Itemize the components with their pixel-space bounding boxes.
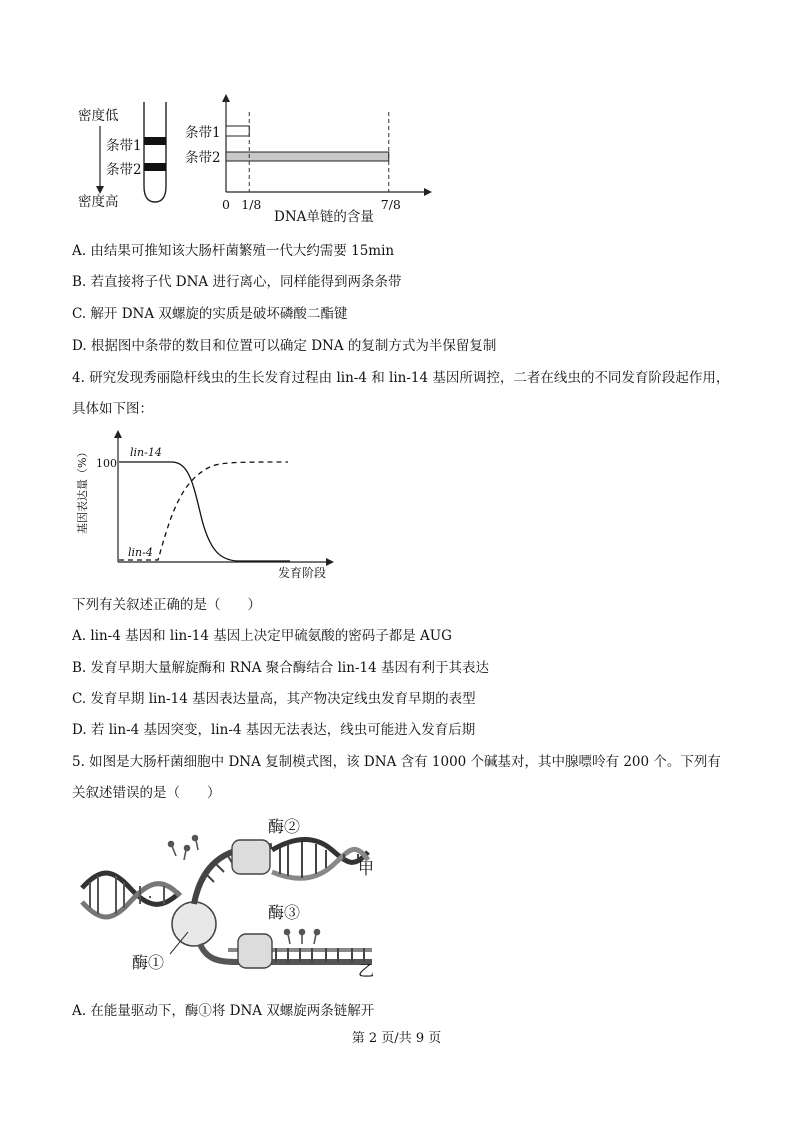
density-low-label: 密度低 (78, 108, 119, 124)
tube-band1 (144, 137, 166, 145)
tube-band1-label: 条带1 (106, 138, 142, 154)
q4-option-d: D. 若 lin-4 基因突变，lin-4 基因无法表达，线虫可能进入发育后期 (72, 722, 476, 738)
expr-ytick-100: 100 (96, 457, 117, 470)
q4-option-b: B. 发育早期大量解旋酶和 RNA 聚合酶结合 lin-14 基因有利于其表达 (72, 660, 489, 676)
free-nucleotides-upper (169, 836, 199, 861)
q5-stem-line2: 关叙述错误的是（ ） (72, 785, 221, 801)
strand-yi (200, 944, 372, 962)
expr-y-arrow (114, 430, 122, 438)
tick-1-8: 1/8 (241, 197, 262, 212)
strand-yi-label: 乙 (358, 961, 375, 980)
q5-stem-line1: 5. 如图是大肠杆菌细胞中 DNA 复制模式图，该 DNA 含有 1000 个碱基对，其中腺嘌呤有 200 个。下列有 (72, 754, 721, 770)
chart-band2-label: 条带2 (185, 150, 221, 166)
label-lin4: lin-4 (128, 546, 153, 559)
chart-y-arrow (222, 94, 230, 102)
strand-jia-label: 甲 (358, 859, 375, 878)
tick-7-8: 7/8 (380, 197, 401, 212)
figure-dna-replication (76, 810, 396, 994)
tube-band2 (144, 163, 166, 171)
free-nucleotides-lower (285, 930, 320, 945)
q4-stem-line1: 4. 研究发现秀丽隐杆线虫的生长发育过程由 lin-4 和 lin-14 基因所调控，二者在线虫的不同发育阶段起作用， (72, 370, 730, 386)
expr-xlabel: 发育阶段 (278, 566, 327, 580)
chart-xlabel: DNA单链的含量 (274, 209, 374, 224)
bar-band1 (226, 126, 249, 136)
page-footer: 第 2 页/共 9 页 (351, 1031, 442, 1046)
expr-ylabel: 基因表达量（%） (76, 446, 89, 534)
density-high-label: 密度高 (78, 194, 119, 210)
density-arrow-head (96, 186, 104, 194)
enzyme1-label: 酶① (132, 953, 165, 972)
strand-jia (194, 840, 368, 905)
q5-option-a: A. 在能量驱动下，酶①将 DNA 双螺旋两条链解开 (72, 1003, 375, 1019)
expr-x-arrow (326, 558, 334, 566)
figure-density-bands (70, 92, 450, 224)
tick-0: 0 (222, 197, 230, 212)
tube-band2-label: 条带2 (106, 162, 142, 178)
figure-gene-expression (72, 428, 342, 586)
enzyme1-shape (172, 902, 216, 946)
enzyme3-shape (238, 934, 272, 968)
enzyme2-label: 酶② (268, 817, 301, 836)
parent-helix (82, 873, 180, 917)
q3-option-a: A. 由结果可推知该大肠杆菌繁殖一代大约需要 15min (72, 243, 395, 259)
chart-x-arrow (424, 188, 432, 196)
q4-option-c: C. 发育早期 lin-14 基因表达量高，其产物决定线虫发育早期的表型 (72, 691, 476, 707)
band-chart (185, 94, 432, 224)
enzyme3-label: 酶③ (268, 903, 301, 922)
q4-stem-line2: 具体如下图： (72, 401, 153, 417)
q4-prompt: 下列有关叙述正确的是（ ） (72, 597, 261, 613)
q3-option-d: D. 根据图中条带的数目和位置可以确定 DNA 的复制方式为半保留复制 (72, 338, 497, 354)
centrifuge-tube (144, 102, 166, 202)
label-lin14: lin-14 (130, 446, 162, 459)
q3-option-c: C. 解开 DNA 双螺旋的实质是破坏磷酸二酯键 (72, 306, 348, 322)
q4-option-a: A. lin-4 基因和 lin-14 基因上决定甲硫氨酸的密码子都是 AUG (72, 628, 452, 644)
enzyme2-shape (232, 840, 270, 874)
chart-band1-label: 条带1 (185, 125, 221, 141)
q3-option-b: B. 若直接将子代 DNA 进行离心，同样能得到两条条带 (72, 274, 402, 290)
bar-band2 (226, 152, 389, 161)
